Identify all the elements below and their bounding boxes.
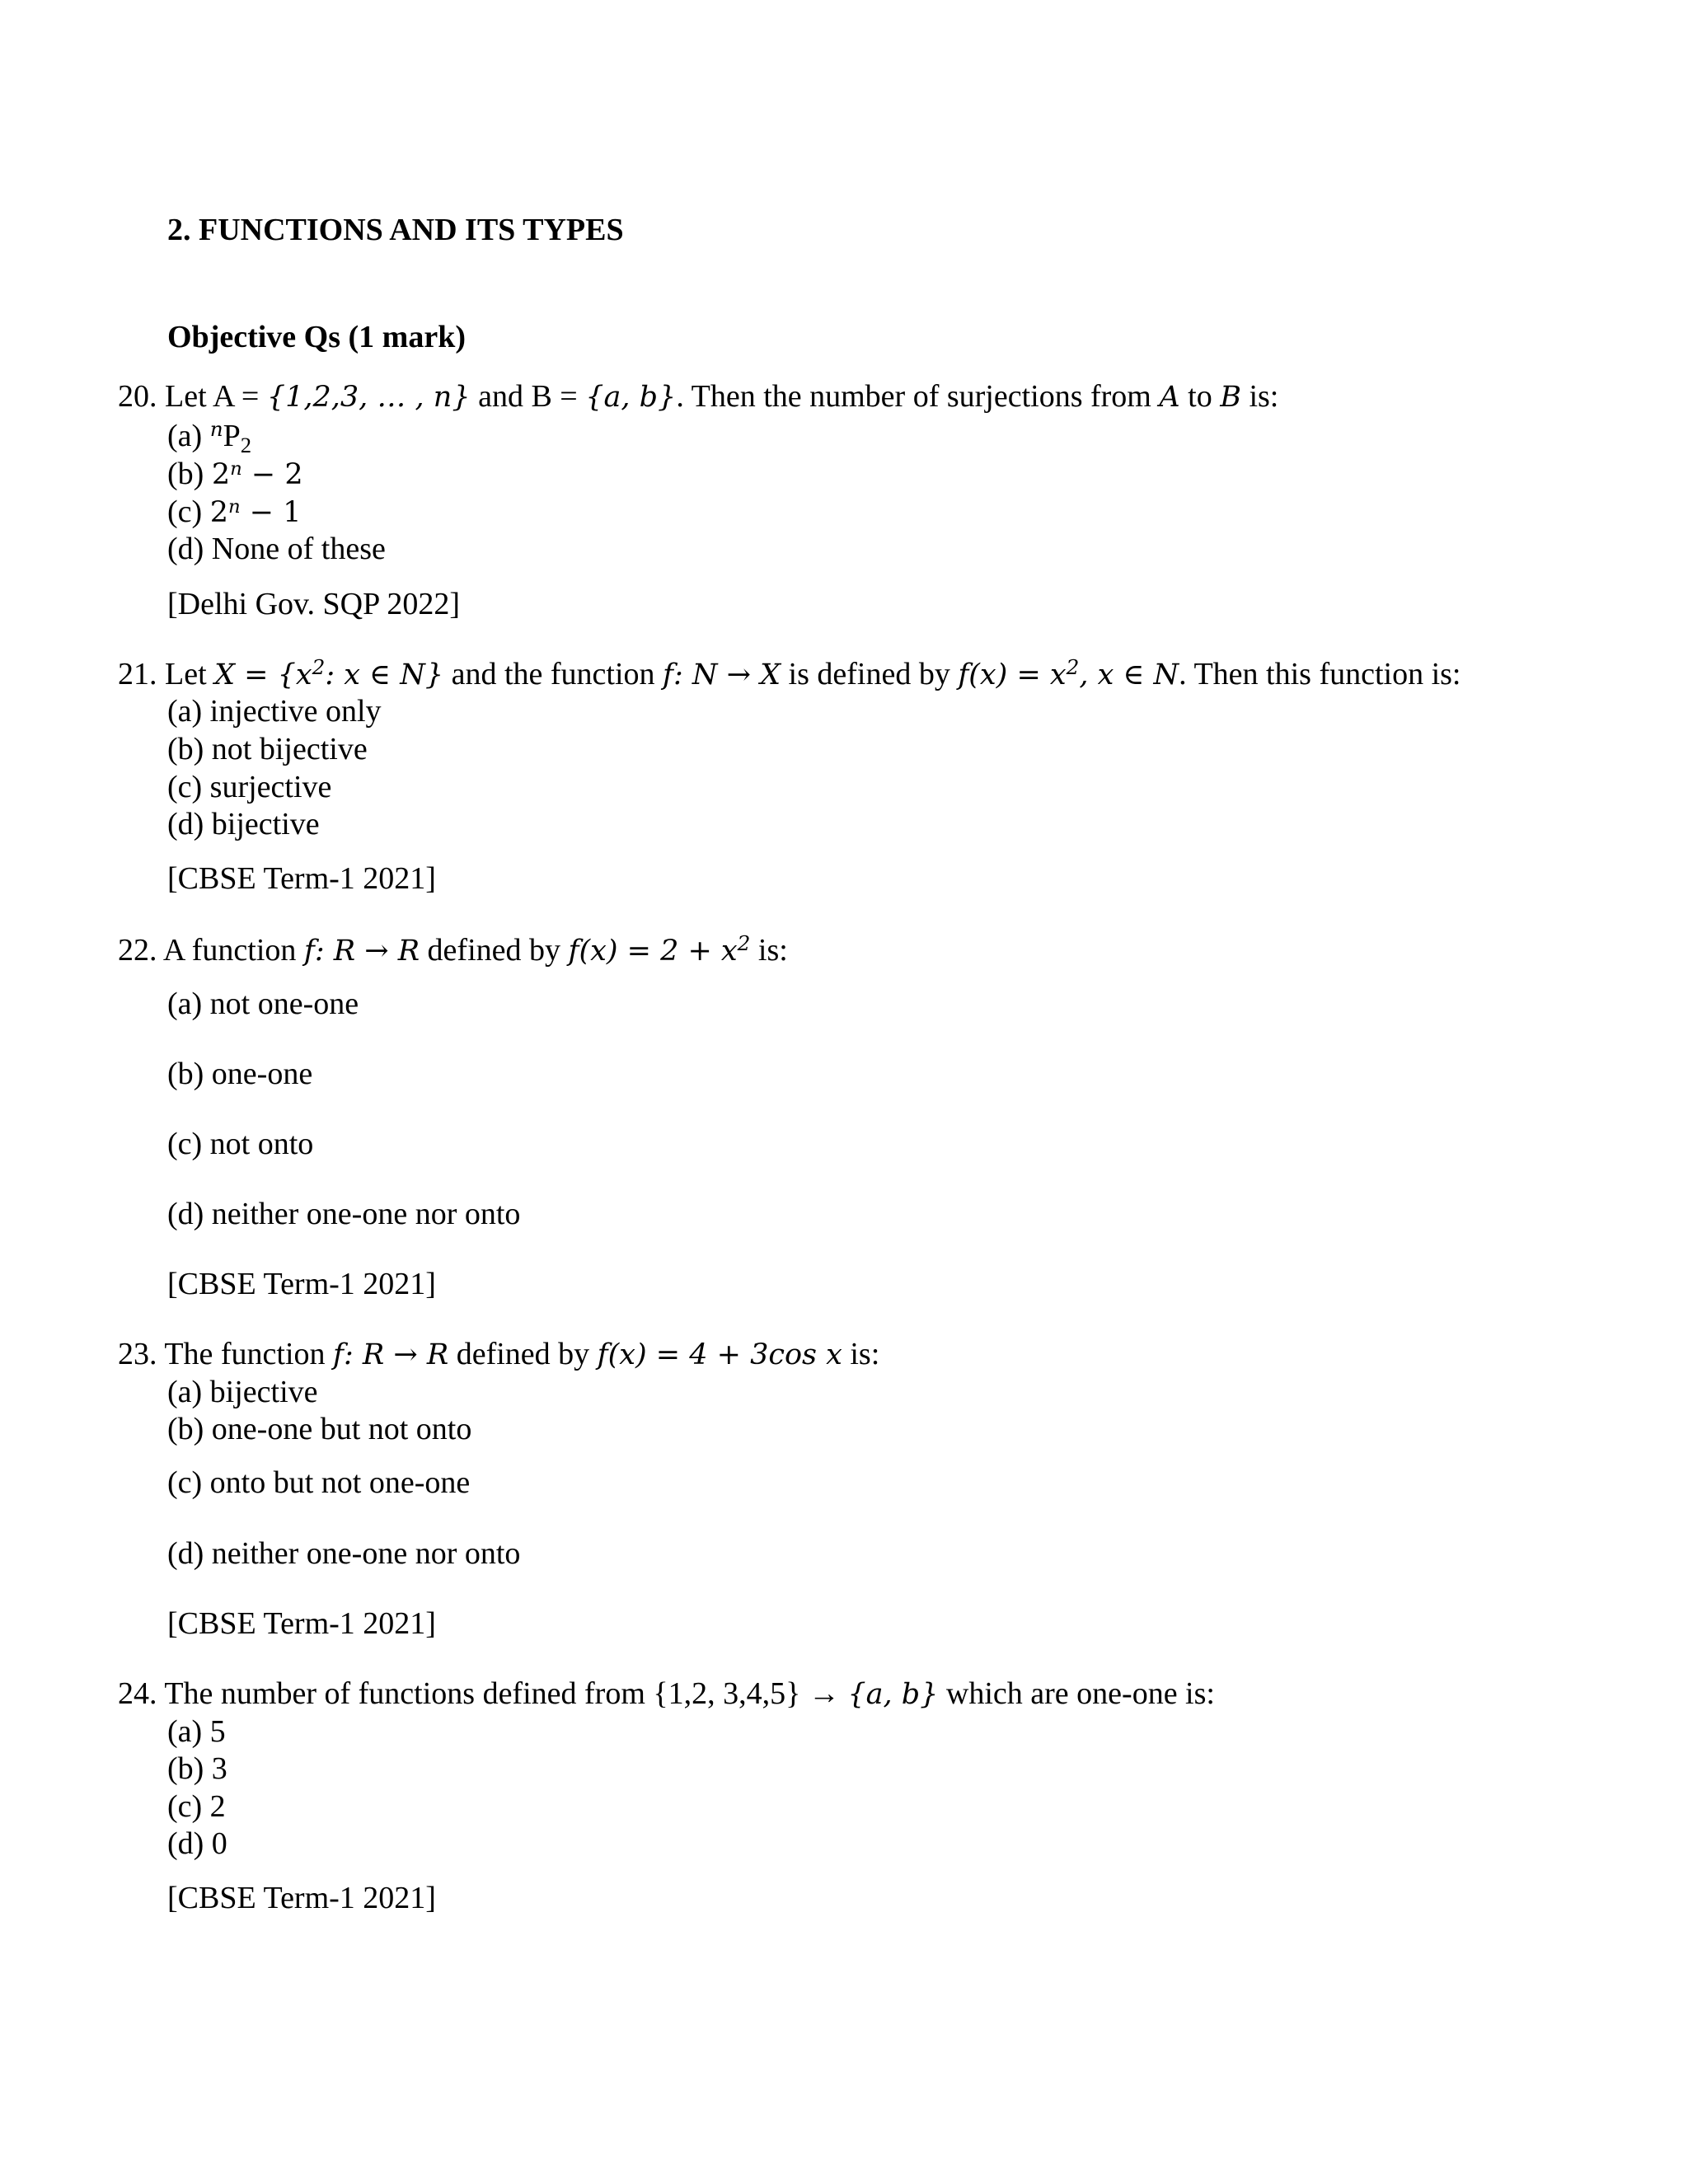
section-subheading <box>167 318 466 356</box>
option-b: (b) one-one <box>167 1057 313 1091</box>
option-d: (d) bijective <box>167 807 320 841</box>
question-number: 22. <box>118 933 157 968</box>
stem-text: Let <box>165 657 215 691</box>
stem-text: and the function <box>443 657 663 691</box>
stem-text: is defined by <box>781 657 959 691</box>
stem-text: defined by <box>448 1337 598 1371</box>
stem-text: . Then the number of surjections from <box>676 379 1160 414</box>
option-b: (b) not bijective <box>167 732 368 766</box>
question-stem <box>118 931 788 970</box>
question-source: [CBSE Term-1 2021] <box>167 861 436 896</box>
option-c: (c) onto but not one-one <box>167 1465 471 1500</box>
option-b: (b) 3 <box>167 1751 227 1786</box>
option-superscript: n <box>209 416 223 441</box>
stem-superscript: 2 <box>737 930 751 955</box>
question-stem <box>118 377 1278 416</box>
stem-text: Let A = <box>165 379 267 414</box>
option-label: (a) <box>167 419 203 453</box>
option-a: (a) 5 <box>167 1714 226 1749</box>
stem-math: f: N → X <box>663 658 781 691</box>
stem-math: f(x) = 4 + 3cos <box>597 1338 827 1371</box>
stem-text: The function <box>164 1337 334 1371</box>
option-c <box>167 493 301 532</box>
option-b: (b) one-one but not onto <box>167 1412 472 1446</box>
option-base: 2 <box>209 496 228 529</box>
option-subscript: 2 <box>240 432 252 457</box>
stem-math: B <box>1220 381 1241 414</box>
stem-text: which are one-one is: <box>938 1676 1215 1711</box>
stem-text: is: <box>750 933 788 968</box>
subheading-title: Objective Qs <box>167 320 341 354</box>
stem-text: defined by <box>420 933 569 968</box>
stem-math: X = {x <box>214 658 312 691</box>
option-superscript: n <box>227 495 241 518</box>
stem-math: {1,2,3, … , n} <box>266 381 471 414</box>
option-base: P <box>223 419 241 453</box>
question-source: [Delhi Gov. SQP 2022] <box>167 587 461 621</box>
question-stem <box>118 1675 1215 1713</box>
option-d: (d) 0 <box>167 1826 227 1861</box>
stem-math: : x ∈ N} <box>325 658 444 691</box>
option-rest: − 2 <box>241 458 303 491</box>
option-rest: − 1 <box>240 496 302 529</box>
question-stem <box>118 655 1461 694</box>
stem-math: A <box>1159 381 1180 414</box>
option-c: (c) not onto <box>167 1127 314 1161</box>
question-number: 24. <box>118 1676 157 1711</box>
option-label: (c) <box>167 494 203 529</box>
option-c: (c) surjective <box>167 770 332 804</box>
stem-math: {a, b} <box>847 1678 939 1711</box>
stem-text: is: <box>1240 379 1279 414</box>
stem-math: f: R → R <box>333 1338 449 1371</box>
section-heading: 2. FUNCTIONS AND ITS TYPES <box>167 213 624 247</box>
question-number: 20. <box>118 379 157 414</box>
option-a: (a) bijective <box>167 1375 318 1409</box>
stem-math: , x ∈ N <box>1079 658 1179 691</box>
stem-math: f(x) = 2 + x <box>568 935 738 968</box>
question-number: 23. <box>118 1337 157 1371</box>
option-d: (d) neither one-one nor onto <box>167 1197 521 1231</box>
stem-math: x <box>826 1338 842 1371</box>
question-source: [CBSE Term-1 2021] <box>167 1267 436 1301</box>
stem-text: and B = <box>470 379 586 414</box>
stem-text: A function <box>162 933 304 968</box>
stem-text: is: <box>842 1337 880 1371</box>
stem-text: . Then this function is: <box>1179 657 1461 691</box>
option-base: 2 <box>211 458 231 491</box>
stem-superscript: 2 <box>1066 654 1080 679</box>
option-a <box>167 417 251 455</box>
question-source: [CBSE Term-1 2021] <box>167 1881 436 1915</box>
stem-superscript: 2 <box>312 654 326 679</box>
stem-text: to <box>1179 379 1221 414</box>
subheading-marks: (1 mark) <box>348 320 466 354</box>
option-c: (c) 2 <box>167 1789 226 1824</box>
stem-math: f: R → R <box>303 935 420 968</box>
option-d: (d) neither one-one nor onto <box>167 1536 521 1571</box>
option-d: (d) None of these <box>167 532 386 566</box>
option-a: (a) injective only <box>167 694 382 729</box>
option-label: (b) <box>167 457 204 491</box>
question-stem <box>118 1335 879 1374</box>
question-source: [CBSE Term-1 2021] <box>167 1606 436 1641</box>
stem-text: The number of functions defined from {1,2, 3,4,5} → <box>164 1676 848 1711</box>
option-a: (a) not one-one <box>167 987 359 1021</box>
stem-math: f(x) = x <box>958 658 1067 691</box>
option-b <box>167 455 303 494</box>
option-superscript: n <box>230 457 242 480</box>
stem-math: {a, b} <box>585 381 677 414</box>
question-number: 21. <box>118 657 157 691</box>
